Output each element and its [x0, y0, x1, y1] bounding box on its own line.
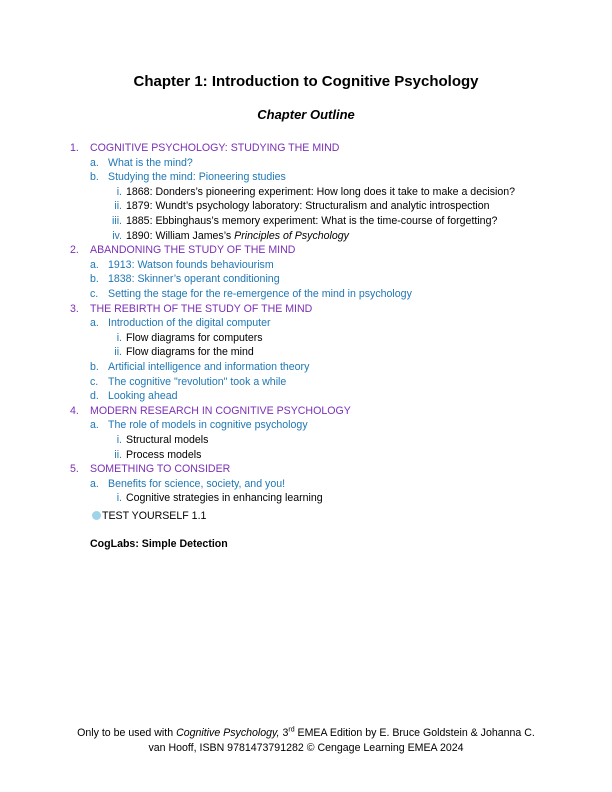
- footer-line-2: van Hooff, ISBN 9781473791282 © Cengage Learning EMEA 2024: [148, 742, 464, 754]
- list-letter: b.: [90, 171, 99, 184]
- list-roman: ii.: [114, 200, 122, 213]
- item-text: Looking ahead: [108, 390, 178, 403]
- subitem-text: Structural models: [126, 434, 209, 446]
- list-roman: iv.: [112, 229, 122, 242]
- subitem-text: Cognitive strategies in enhancing learning: [126, 492, 323, 505]
- subitem-text: 1868: Donders’s pioneering experiment: How long does it take to make a decision?: [126, 185, 516, 198]
- list-number: 5.: [70, 463, 79, 476]
- item-text: Studying the mind: Pioneering studies: [108, 171, 286, 184]
- list-number: 2.: [70, 244, 79, 257]
- list-letter: c.: [90, 288, 99, 300]
- footer-text-pre: Only to be used with: [77, 727, 177, 739]
- list-letter: a.: [90, 317, 99, 330]
- list-roman: ii.: [114, 448, 122, 461]
- list-letter: a.: [90, 477, 99, 490]
- footer-edition-number: 3: [279, 727, 289, 739]
- list-letter: b.: [90, 273, 99, 286]
- coglabs-label: CogLabs: Simple Detection: [90, 538, 228, 550]
- subitem-text: Flow diagrams for the mind: [126, 346, 254, 359]
- item-text: The cognitive "revolution" took a while: [108, 375, 287, 388]
- list-roman: i.: [116, 331, 122, 344]
- item-text: 1913: Watson founds behaviourism: [108, 258, 274, 271]
- test-yourself-label: TEST YOURSELF 1.1: [102, 510, 207, 522]
- list-letter: d.: [90, 390, 99, 403]
- subitem-text: 1879: Wundt’s psychology laboratory: Structuralism and analytic introspection: [126, 200, 490, 213]
- list-roman: i.: [116, 185, 122, 198]
- list-number: 3.: [70, 302, 79, 315]
- footer-edition-suffix: rd: [288, 726, 295, 734]
- list-letter: b.: [90, 361, 99, 373]
- list-number: 1.: [70, 142, 79, 154]
- subitem-text: 1885: Ebbinghaus’s memory experiment: What is the time-course of forgetting?: [126, 215, 498, 227]
- chapter-outline-heading: Chapter Outline: [257, 107, 355, 122]
- list-letter: a.: [90, 419, 99, 432]
- list-letter: a.: [90, 156, 99, 169]
- chapter-title: Chapter 1: Introduction to Cognitive Psychology: [133, 73, 479, 90]
- section-heading: THE REBIRTH OF THE STUDY OF THE MIND: [90, 302, 313, 315]
- bullet-dot-icon: [92, 511, 101, 520]
- item-text: Setting the stage for the re-emergence of the mind in psychology: [108, 288, 412, 300]
- list-roman: iii.: [111, 215, 122, 227]
- copyright-footer: [60, 726, 552, 756]
- list-roman: i.: [116, 492, 122, 505]
- section-heading: MODERN RESEARCH IN COGNITIVE PSYCHOLOGY: [90, 404, 351, 417]
- section-heading: SOMETHING TO CONSIDER: [90, 463, 231, 476]
- book-title-italic: Principles of Psychology: [234, 229, 349, 242]
- footer-text-rest: EMEA Edition by E. Bruce Goldstein & Johanna C.: [294, 727, 535, 739]
- list-roman: ii.: [114, 346, 122, 359]
- item-text: What is the mind?: [108, 156, 193, 169]
- item-text: Benefits for science, society, and you!: [108, 477, 286, 490]
- section-heading: COGNITIVE PSYCHOLOGY: STUDYING THE MIND: [90, 142, 340, 154]
- section-heading: ABANDONING THE STUDY OF THE MIND: [90, 244, 296, 257]
- subitem-text: [126, 229, 349, 243]
- subitem-text: Process models: [126, 448, 202, 461]
- subitem-text: Flow diagrams for computers: [126, 331, 263, 344]
- test-yourself-line: [92, 509, 206, 523]
- footer-book-title: Cognitive Psychology,: [176, 727, 280, 739]
- item-text: Introduction of the digital computer: [108, 317, 271, 330]
- list-number: 4.: [70, 404, 79, 417]
- list-letter: a.: [90, 258, 99, 271]
- item-text: 1838: Skinner’s operant conditioning: [108, 273, 280, 286]
- item-text: Artificial intelligence and information theory: [108, 361, 310, 373]
- item-text: The role of models in cognitive psychology: [108, 419, 308, 432]
- list-letter: c.: [90, 375, 99, 388]
- list-roman: i.: [116, 434, 122, 446]
- subitem-text-plain: 1890: William James’s: [126, 229, 235, 242]
